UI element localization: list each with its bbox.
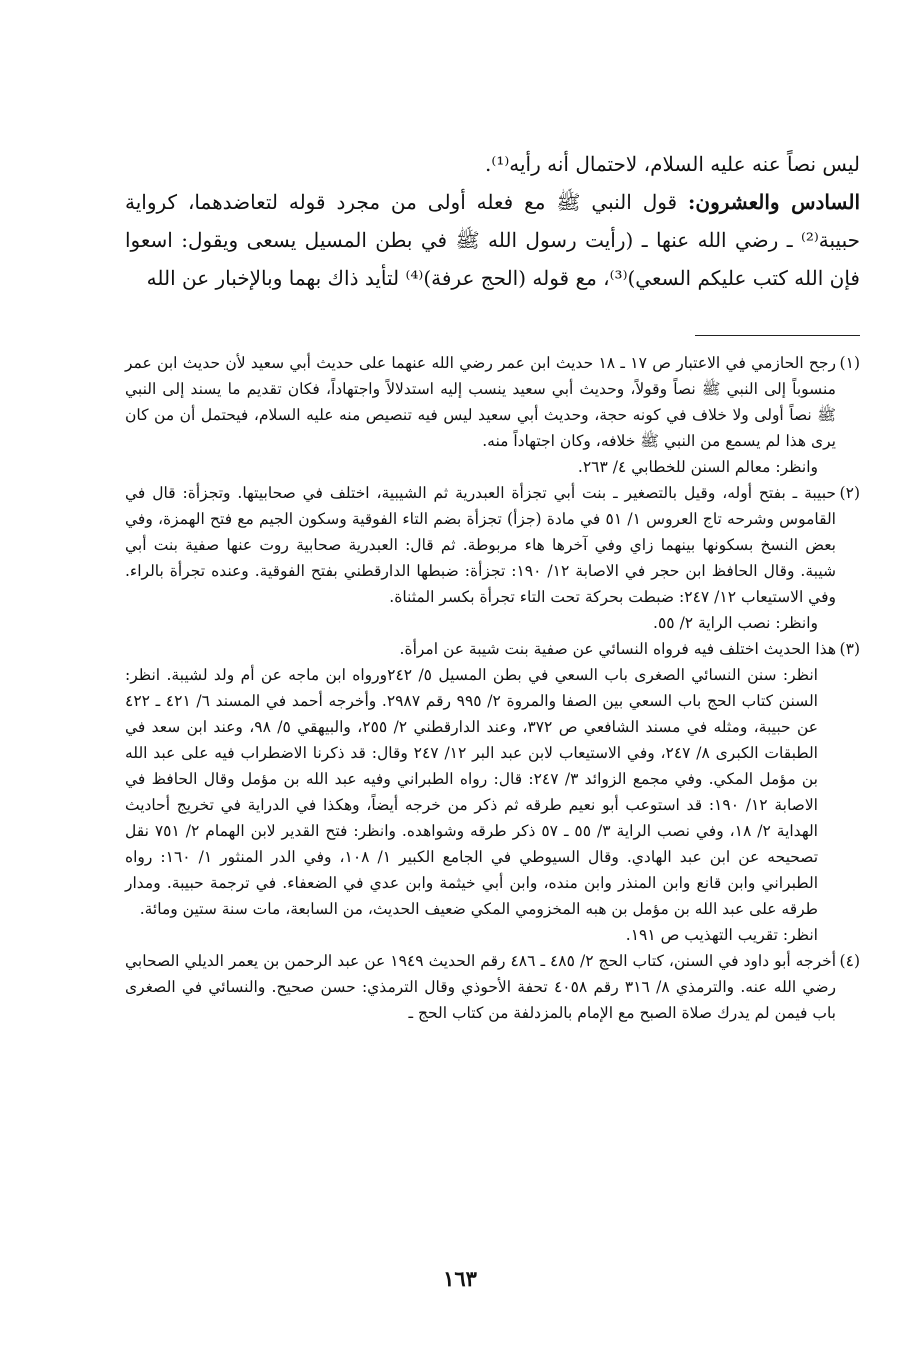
- main-paragraph: [125, 183, 860, 297]
- page-number: ١٦٣: [443, 1266, 477, 1291]
- section-heading: السادس والعشرون:: [688, 190, 861, 214]
- footnote-number: (٢): [839, 484, 860, 502]
- footnote-2: [125, 480, 860, 636]
- footnote-text: أخرجه أبو داود في السنن، كتاب الحج ٢/ ٤٨٥ ـ ٤٨٦ رقم الحديث ١٩٤٩ عن عبد الرحمن بن يعمر الديلي الصحابي رضي الله عنه. والترمذي ٨/ ٣١٦ رقم ٤٠٥٨ تحفة الأحوذي وقال الترمذي: حسن صحيح. والنسائي في الصغرى باب فيمن لم يدرك صلاة الصبح مع الإمام بالمزدلفة من كتاب الحج ـ: [125, 952, 837, 1022]
- footnote-text: هذا الحديث اختلف فيه فرواه النسائي عن صفية بنت شيبة عن امرأة.: [399, 640, 836, 658]
- footnote-text: حبيبة ـ بفتح أوله، وقيل بالتصغير ـ بنت أبي تجزأة العبدرية ثم الشيبية، اختلف في صحابيتها. وتجزأة: قال في القاموس وشرحه تاج العروس ١/ ٥١ في مادة (جزأ) تجزأة بضم التاء الفوقية وسكون الجيم مع فتح الهمزة، وفي بعض النسخ بسكونها بينهما زاي وفي آخرها هاء مربوطة. ثم قال: العبدرية صحابية روت عنها صفية بنت أبي شيبة. وقال الحافظ ابن حجر في الاصابة ١٢/ ١٩٠: تجزأة: ضبطها الدارقطني بفتح الفوقية. وعنده تجرأة بالراء. وفي الاستيعاب ١٢/ ٢٤٧: ضبطت بحركة تحت التاء تجرأة بكسر المثناة.: [125, 484, 836, 606]
- footnote-number: (١): [839, 354, 860, 372]
- main-text: [125, 145, 860, 297]
- footnote-text: رجح الحازمي في الاعتبار ص ١٧ ـ ١٨ حديث ابن عمر رضي الله عنهما على حديث أبي سعيد لأن حديث ابن عمر منسوباً إلى النبي ﷺ نصاً وقولاً، وحديث أبي سعيد ينسب إليه استدلالاً واجتهاداً، فكان تقديم ما يسند إلى النبي ﷺ نصاً أولى ولا خلاف في كونه حجة، وحديث أبي سعيد ليس فيه تنصيص منه عليه السلام، فيحتمل أن من كان يرى هذا لم يسمع من النبي ﷺ خلافه، وكان اجتهاداً منه.: [125, 354, 837, 450]
- footnote-reference: وانظر: نصب الراية ٢/ ٥٥.: [653, 614, 818, 632]
- footnote-number: (٣): [839, 640, 860, 658]
- footnote-reference-2: انظر: تقريب التهذيب ص ١٩١.: [625, 926, 818, 944]
- footnote-reference: وانظر: معالم السنن للخطابي ٤/ ٢٦٣.: [577, 458, 818, 476]
- footnote-reference: انظر: سنن النسائي الصغرى باب السعي في بطن المسيل ٥/ ٢٤٢ورواه ابن ماجه عن أم ولد لشيبة. انظر: السنن كتاب الحج باب السعي بين الصفا والمروة ٢/ ٩٩٥ رقم ٢٩٨٧. وأخرجه أحمد في المسند ٦/ ٤٢١ ـ ٤٢٢ عن حبيبة، ومثله في مسند الشافعي ص ٣٧٢، وعند الدارقطني ٢/ ٢٥٥، والبيهقي ٥/ ٩٨، وعند ابن سعد في الطبقات الكبرى ٨/ ٢٤٧، وفي الاستيعاب لابن عبد البر ١٢/ ٢٤٧ وقال: قد ذكرنا الاضطراب فيه على عبد الله بن مؤمل المكي. وفي مجمع الزوائد ٣/ ٢٤٧: قال: رواه الطبراني وفيه عبد الله بن مؤمل وقال الحافظ في الاصابة ١٢/ ١٩٠: قد استوعب أبو نعيم طرقه ثم ذكر من خرجه أيضاً، وهكذا في الدراية في تخريج أحاديث الهداية ٢/ ١٨، وفي نصب الراية ٣/ ٥٥ ـ ٥٧ ذكر طرقه وشواهده. وانظر: فتح القدير لابن الهمام ٢/ ٧٥١ نقل تصحيحه عن ابن عبد الهادي. وقال السيوطي في الجامع الكبير ١/ ١٠٨، وفي الدر المنثور ١/ ١٦٠: رواه الطبراني وابن قانع وابن المنذر وابن منده، وابن أبي خيثمة وابن عدي في الضعفاء. في ترجمة حبيبة. ومدار طرقه على عبد الله بن مؤمل بن هبه المخزومي المكي ضعيف الحديث، من السابعة، مات سنة ستين ومائة.: [125, 666, 819, 918]
- footnote-number: (٤): [839, 952, 860, 970]
- main-line-1: ليس نصاً عنه عليه السلام، لاحتمال أنه رأيه⁽¹⁾.: [485, 152, 860, 176]
- main-paragraph-text: قول النبي ﷺ مع فعله أولى من مجرد قوله لتعاضدهما، كرواية حبيبة⁽²⁾ ـ رضي الله عنها ـ (رأيت رسول الله ﷺ في بطن المسيل يسعى ويقول: اسعوا فإن الله كتب عليكم السعي)⁽³⁾، مع قوله (الحج عرفة)⁽⁴⁾ لتأيد ذاك بهما وبالإخبار عن الله: [125, 190, 860, 290]
- page-body: [125, 145, 860, 1026]
- footnotes: [125, 350, 860, 1026]
- footnote-1: [125, 350, 860, 480]
- footnote-4: [125, 948, 860, 1026]
- footnote-divider: [695, 335, 860, 336]
- footnote-3: [125, 636, 860, 948]
